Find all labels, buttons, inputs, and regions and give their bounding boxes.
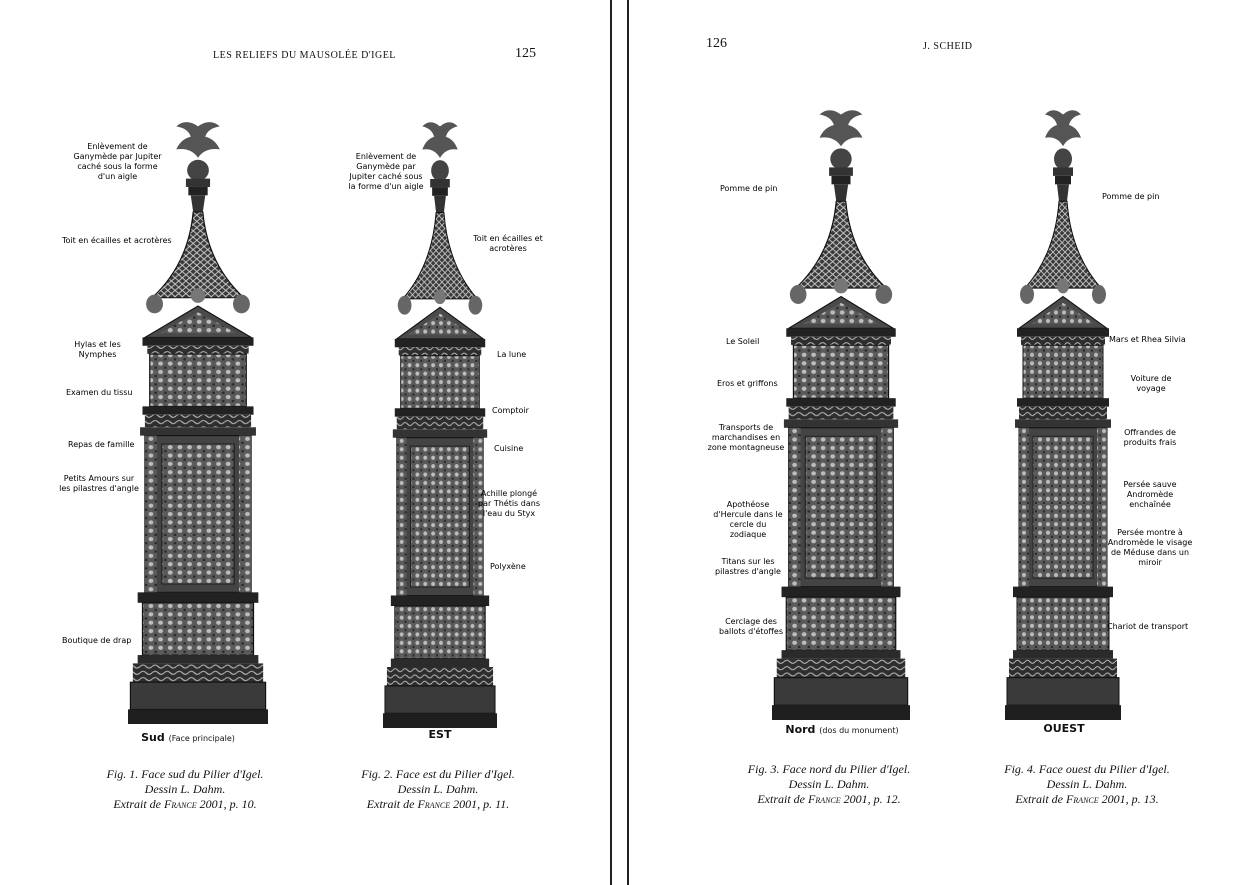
left-page xyxy=(0,0,610,885)
label-cerclage: Cerclage des ballots d'étoffes xyxy=(719,617,783,636)
page-number: 125 xyxy=(515,46,536,61)
label-achille: Achille plongé par Thétis dans l'eau du Styx xyxy=(478,489,540,518)
figure-caption-1: Fig. 1. Face sud du Pilier d'Igel. Dessin L. Dahm. Extrait de France 2001, p. 10. xyxy=(106,767,264,811)
label-ganymede: Enlèvement de Ganymède par Jupiter caché sous la forme d'un aigle xyxy=(73,142,162,181)
label-examen: Examen du tissu xyxy=(66,388,133,397)
label-pomme-de-pin: Pomme de pin xyxy=(720,184,778,193)
face-title-nord: Nord (dos du monument) xyxy=(785,723,899,736)
label-voiture: Voiture de voyage xyxy=(1130,374,1172,393)
pillar-drawing-nord xyxy=(772,106,910,720)
face-title-ouest: OUEST xyxy=(1043,722,1085,735)
figure-caption-3: Fig. 3. Face nord du Pilier d'Igel. Dessin L. Dahm. Extrait de France 2001, p. 12. xyxy=(747,762,911,806)
label-lune: La lune xyxy=(497,350,527,359)
pillar-drawing-est xyxy=(383,118,497,728)
label-pomme-de-pin: Pomme de pin xyxy=(1102,192,1160,201)
label-offrandes: Offrandes de produits frais xyxy=(1123,428,1177,447)
figure-caption-2: Fig. 2. Face est du Pilier d'Igel. Dessin L. Dahm. Extrait de France 2001, p. 11. xyxy=(361,767,515,811)
label-comptoir: Comptoir xyxy=(492,406,529,415)
page-number: 126 xyxy=(706,36,727,51)
right-page xyxy=(629,0,1258,885)
label-apotheose: Apothéose d'Hercule dans le cercle du zodiaque xyxy=(713,500,783,539)
pillar-drawing-sud xyxy=(128,118,268,724)
face-title-sud: Sud (Face principale) xyxy=(141,731,235,744)
label-transports: Transports de marchandises en zone montagneuse xyxy=(707,423,785,452)
label-boutique: Boutique de drap xyxy=(62,636,132,645)
label-repas: Repas de famille xyxy=(68,440,135,449)
label-persee-montre: Persée montre à Andromède le visage de Méduse dans un miroir xyxy=(1107,528,1193,567)
label-ganymede: Enlèvement de Ganymède par Jupiter caché sous la forme d'un aigle xyxy=(348,152,424,191)
label-chariot: Chariot de transport xyxy=(1107,622,1189,631)
label-cuisine: Cuisine xyxy=(494,444,524,453)
label-mars: Mars et Rhea Silvia xyxy=(1109,335,1186,344)
face-title-est: EST xyxy=(428,728,452,741)
label-eros: Eros et griffons xyxy=(717,379,778,388)
label-toit: Toit en écailles et acrotères xyxy=(62,236,172,245)
running-head: J. SCHEID xyxy=(923,41,973,52)
label-petits-amours: Petits Amours sur les pilastres d'angle xyxy=(59,474,139,493)
label-hylas: Hylas et les Nymphes xyxy=(74,340,121,359)
running-head: LES RELIEFS DU MAUSOLÉE D'IGEL xyxy=(213,50,396,61)
label-persee-sauve: Persée sauve Andromède enchaînée xyxy=(1123,480,1177,509)
page-divider-left xyxy=(610,0,612,885)
label-titans: Titans sur les pilastres d'angle xyxy=(715,557,781,576)
label-soleil: Le Soleil xyxy=(726,337,760,346)
label-polyxene: Polyxène xyxy=(490,562,526,571)
label-toit: Toit en écailles et acrotères xyxy=(473,234,543,253)
figure-caption-4: Fig. 4. Face ouest du Pilier d'Igel. Dessin L. Dahm. Extrait de France 2001, p. 13. xyxy=(1004,762,1170,806)
